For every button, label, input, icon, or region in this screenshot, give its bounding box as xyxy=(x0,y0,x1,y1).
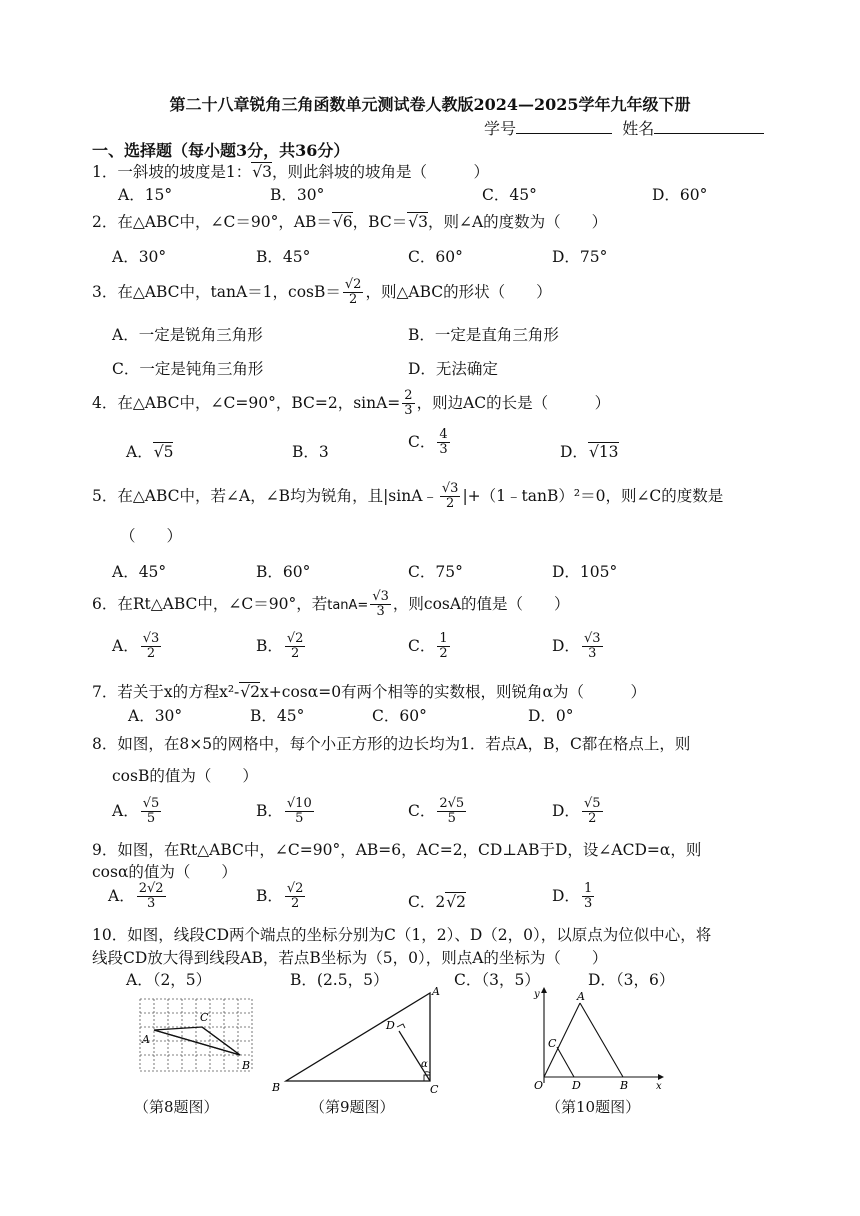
q3-option-c[interactable]: C．一定是钝角三角形 xyxy=(112,360,264,378)
q8-c-label: C． xyxy=(408,801,436,820)
q6-c-label: C． xyxy=(408,636,436,655)
q8-c-fraction xyxy=(437,797,466,827)
q9-d-den: 3 xyxy=(583,896,593,912)
q6-c-den: 2 xyxy=(439,646,448,662)
segment-cd xyxy=(557,1047,574,1077)
q3-stem-end: ，则△ABC的形状（ ） xyxy=(365,282,552,301)
q4-a-value: √5 xyxy=(153,443,174,461)
q4-c-den: 3 xyxy=(439,442,448,458)
q5-option-b[interactable]: B．60° xyxy=(256,563,311,581)
name-blank[interactable] xyxy=(654,119,764,134)
q1-option-a[interactable]: A．15° xyxy=(118,186,173,204)
q4-fraction xyxy=(402,389,414,419)
q10-option-b[interactable]: B．(2.5，5） xyxy=(290,971,389,989)
q8-a-den: 5 xyxy=(146,811,156,827)
figure-10-coordinates xyxy=(528,985,668,1095)
q9-option-b[interactable] xyxy=(256,882,307,912)
q9-b-fraction xyxy=(285,882,306,912)
q3-frac-num: √2 xyxy=(344,277,362,292)
q8-d-label: D． xyxy=(552,801,580,820)
figure-8-grid xyxy=(136,995,262,1075)
figure-9-triangle xyxy=(268,985,448,1095)
q10-option-c[interactable]: C．（3，5） xyxy=(454,971,540,989)
q6-option-b[interactable] xyxy=(256,632,307,662)
q9-a-label: A． xyxy=(108,886,135,905)
q8-option-c[interactable] xyxy=(408,797,468,827)
q6-b-label: B． xyxy=(256,636,283,655)
q5-fraction xyxy=(440,482,461,512)
q9-option-c[interactable] xyxy=(408,890,466,912)
q4-stem-end: ，则边AC的长是（ ） xyxy=(416,393,611,412)
q9-c-label: C．2 xyxy=(408,893,446,911)
q8-b-label: B． xyxy=(256,801,283,820)
segment-ab xyxy=(154,1030,240,1055)
fig10-label-y: y xyxy=(534,989,540,1000)
figure-10-caption: （第10题图） xyxy=(546,1098,641,1116)
q7-option-d[interactable]: D．0° xyxy=(528,707,574,725)
segment-cb xyxy=(202,1027,240,1055)
q4-d-value: √13 xyxy=(588,443,619,461)
q9-option-a[interactable] xyxy=(108,882,168,912)
q8-d-num: √5 xyxy=(583,796,601,811)
q2-stem-mid: ，BC＝ xyxy=(352,213,408,231)
q6-a-den: 2 xyxy=(146,646,156,662)
q5-stem: 5．在△ABC中，若∠A，∠B均为锐角，且|sinA﹣ xyxy=(92,486,438,505)
q4-option-c[interactable] xyxy=(408,428,452,458)
question-8: 8．如图，在8×5的网格中，每个小正方形的边长均为1．若点A，B，C都在格点上，则 xyxy=(92,735,691,753)
question-7 xyxy=(92,680,646,702)
q10-stem-line2: 线段CD放大得到线段AB，若点B坐标为（5，0），则点A的坐标为（ ） xyxy=(92,949,608,967)
q6-d-fraction xyxy=(582,632,603,662)
q6-b-num: √2 xyxy=(286,631,304,646)
q10-option-a[interactable]: A．（2，5） xyxy=(126,971,212,989)
q7-sqrt: √2 xyxy=(240,683,261,701)
q8-a-label: A． xyxy=(112,801,139,820)
q4-d-label: D． xyxy=(560,443,588,461)
q6-stem: 6．在Rt△ABC中，∠C＝90°，若 xyxy=(92,594,328,613)
q9-d-label: D． xyxy=(552,886,580,905)
q7-option-c[interactable]: C．60° xyxy=(372,707,427,725)
figure-8-caption: （第8题图） xyxy=(134,1098,219,1116)
q6-stem-end: ，则cosA的值是（ ） xyxy=(392,594,570,613)
q6-d-num: √3 xyxy=(583,631,601,646)
q7-stem-end: x+cosα=0有两个相等的实数根，则锐角α为（ ） xyxy=(260,683,647,701)
q4-option-d[interactable] xyxy=(560,440,619,462)
q4-frac-den: 3 xyxy=(404,403,413,419)
q7-option-b[interactable]: B．45° xyxy=(250,707,305,725)
question-6 xyxy=(92,590,570,620)
right-angle-mark-d xyxy=(397,1024,405,1028)
student-id-blank[interactable] xyxy=(516,119,612,134)
question-4 xyxy=(92,389,610,419)
q8-b-den: 5 xyxy=(295,811,304,827)
q3-option-d[interactable]: D．无法确定 xyxy=(408,360,498,378)
q7-option-a[interactable]: A．30° xyxy=(128,707,183,725)
q8-a-num: √5 xyxy=(142,796,160,811)
q3-option-a[interactable]: A．一定是锐角三角形 xyxy=(112,326,263,344)
page-title: 第二十八章锐角三角函数单元测试卷人教版2024—2025学年九年级下册 xyxy=(169,95,691,114)
question-2 xyxy=(92,210,607,232)
q2-option-b[interactable]: B．45° xyxy=(256,248,311,266)
fig9-label-a: A xyxy=(432,985,440,998)
segment-cd xyxy=(399,1031,430,1081)
q6-fraction xyxy=(370,590,391,620)
fig10-label-d: D xyxy=(572,1079,581,1092)
q9-a-den: 3 xyxy=(146,896,156,912)
q6-b-den: 2 xyxy=(291,646,300,662)
q3-fraction xyxy=(343,278,364,308)
question-9: 9．如图，在Rt△ABC中，∠C=90°，AB=6，AC=2，CD⊥AB于D，设∠ACD=α，则 xyxy=(92,841,702,859)
q2-sqrt-2: √3 xyxy=(408,213,428,231)
fig10-label-c: C xyxy=(548,1037,557,1050)
q8-c-den: 5 xyxy=(447,811,456,827)
fig9-label-b: B xyxy=(272,1081,281,1094)
q5-option-c[interactable]: C．75° xyxy=(408,563,463,581)
q4-c-num: 4 xyxy=(439,427,448,442)
q3-option-b[interactable]: B．一定是直角三角形 xyxy=(408,326,559,344)
x-axis-arrow xyxy=(658,1074,664,1080)
fig10-label-o: O xyxy=(534,1079,544,1092)
fig8-label-a: A xyxy=(142,1033,150,1046)
q1-option-c[interactable]: C．45° xyxy=(482,186,537,204)
q8-option-a[interactable] xyxy=(112,797,163,827)
student-info xyxy=(484,116,764,139)
figure-9-caption: （第9题图） xyxy=(310,1098,395,1116)
q2-sqrt-1: √6 xyxy=(332,213,353,231)
q8-option-d[interactable] xyxy=(552,797,605,827)
q7-stem: 7．若关于x的方程x²- xyxy=(92,683,240,701)
q8-stem-line2: cosB的值为（ ） xyxy=(112,767,258,785)
q4-a-label: A． xyxy=(126,443,153,461)
q6-option-c[interactable] xyxy=(408,632,452,662)
q6-frac-den: 3 xyxy=(376,604,385,620)
q1-option-b[interactable]: B．30° xyxy=(270,186,325,204)
q9-c-value: √2 xyxy=(446,893,466,911)
q3-stem: 3．在△ABC中，tanA＝1，cosB＝ xyxy=(92,282,341,301)
q9-a-num: 2√2 xyxy=(138,881,164,896)
fig10-label-x: x xyxy=(656,1081,662,1092)
q8-c-num: 2√5 xyxy=(439,796,465,811)
question-5 xyxy=(92,482,723,512)
q5-option-d[interactable]: D．105° xyxy=(552,563,618,581)
q6-c-fraction xyxy=(437,632,449,662)
fig9-label-c: C xyxy=(430,1083,439,1095)
q9-a-fraction xyxy=(137,882,166,912)
q6-a-label: A． xyxy=(112,636,139,655)
q9-d-num: 1 xyxy=(583,881,593,896)
q9-option-d[interactable] xyxy=(552,882,596,912)
q9-b-den: 2 xyxy=(291,896,300,912)
segment-ab xyxy=(580,1003,623,1077)
q6-frac-num: √3 xyxy=(372,589,389,604)
y-axis-arrow xyxy=(541,987,547,993)
q6-c-num: 1 xyxy=(439,631,448,646)
q4-c-fraction xyxy=(437,428,449,458)
q8-d-den: 2 xyxy=(588,811,597,827)
q9-stem-line2: cosα的值为（ ） xyxy=(92,863,237,881)
q5-frac-num: √3 xyxy=(441,481,459,496)
q1-stem: 1．一斜坡的坡度是1： xyxy=(92,163,252,181)
q2-stem-end: ，则∠A的度数为（ ） xyxy=(427,213,608,231)
q1-option-d[interactable]: D．60° xyxy=(652,186,708,204)
q5-frac-den: 2 xyxy=(446,496,455,512)
q3-frac-den: 2 xyxy=(349,292,358,308)
q6-option-d[interactable] xyxy=(552,632,605,662)
q4-stem: 4．在△ABC中，∠C=90°，BC=2，sinA= xyxy=(92,393,401,412)
fig10-label-a: A xyxy=(577,990,585,1003)
q6-d-den: 3 xyxy=(588,646,597,662)
question-1 xyxy=(92,160,489,182)
triangle-abc xyxy=(286,993,430,1081)
q8-a-fraction xyxy=(141,797,162,827)
q1-stem-end: ，则此斜坡的坡角是（ ） xyxy=(271,163,489,181)
q9-d-fraction xyxy=(582,882,594,912)
q6-a-fraction xyxy=(141,632,162,662)
q6-b-fraction xyxy=(285,632,306,662)
grid-lines xyxy=(140,999,252,1071)
q8-b-num: √10 xyxy=(286,796,312,811)
q4-frac-num: 2 xyxy=(404,388,413,403)
q6-tan: tanA= xyxy=(327,597,369,613)
q9-b-num: √2 xyxy=(286,881,304,896)
q4-option-b[interactable]: B．3 xyxy=(292,443,329,461)
q10-option-d[interactable]: D．（3，6） xyxy=(588,971,675,989)
q5-option-a[interactable]: A．45° xyxy=(112,563,167,581)
q6-d-label: D． xyxy=(552,636,580,655)
fig8-label-b: B xyxy=(242,1059,251,1072)
q9-b-label: B． xyxy=(256,886,283,905)
student-id-label: 学号 xyxy=(484,119,517,138)
fig9-label-d: D xyxy=(386,1019,395,1032)
q5-stem-end: |+（1﹣tanB）²＝0，则∠C的度数是 xyxy=(462,486,724,505)
name-label: 姓名 xyxy=(622,119,655,138)
q8-option-b[interactable] xyxy=(256,797,316,827)
q2-option-c[interactable]: C．60° xyxy=(408,248,463,266)
q1-sqrt: √3 xyxy=(252,163,272,181)
q4-c-label: C． xyxy=(408,432,436,451)
q2-stem: 2．在△ABC中，∠C＝90°，AB＝ xyxy=(92,213,332,231)
q2-option-a[interactable]: A．30° xyxy=(112,248,167,266)
q6-a-num: √3 xyxy=(142,631,160,646)
q8-d-fraction xyxy=(582,797,603,827)
q2-option-d[interactable]: D．75° xyxy=(552,248,608,266)
fig8-label-c: C xyxy=(200,1011,209,1024)
section-heading: 一、选择题（每小题3分，共36分） xyxy=(92,141,350,160)
question-10: 10．如图，线段CD两个端点的坐标分别为C（1，2）、D（2，0），以原点为位似中心，将 xyxy=(92,926,712,944)
q6-option-a[interactable] xyxy=(112,632,163,662)
q8-b-fraction xyxy=(285,797,314,827)
question-3 xyxy=(92,278,552,308)
angle-alpha-arc xyxy=(425,1072,430,1073)
fig9-label-alpha: α xyxy=(421,1059,428,1070)
fig10-label-b: B xyxy=(620,1079,629,1092)
q4-option-a[interactable] xyxy=(126,440,173,462)
q5-stem-line2: （ ） xyxy=(120,527,183,545)
